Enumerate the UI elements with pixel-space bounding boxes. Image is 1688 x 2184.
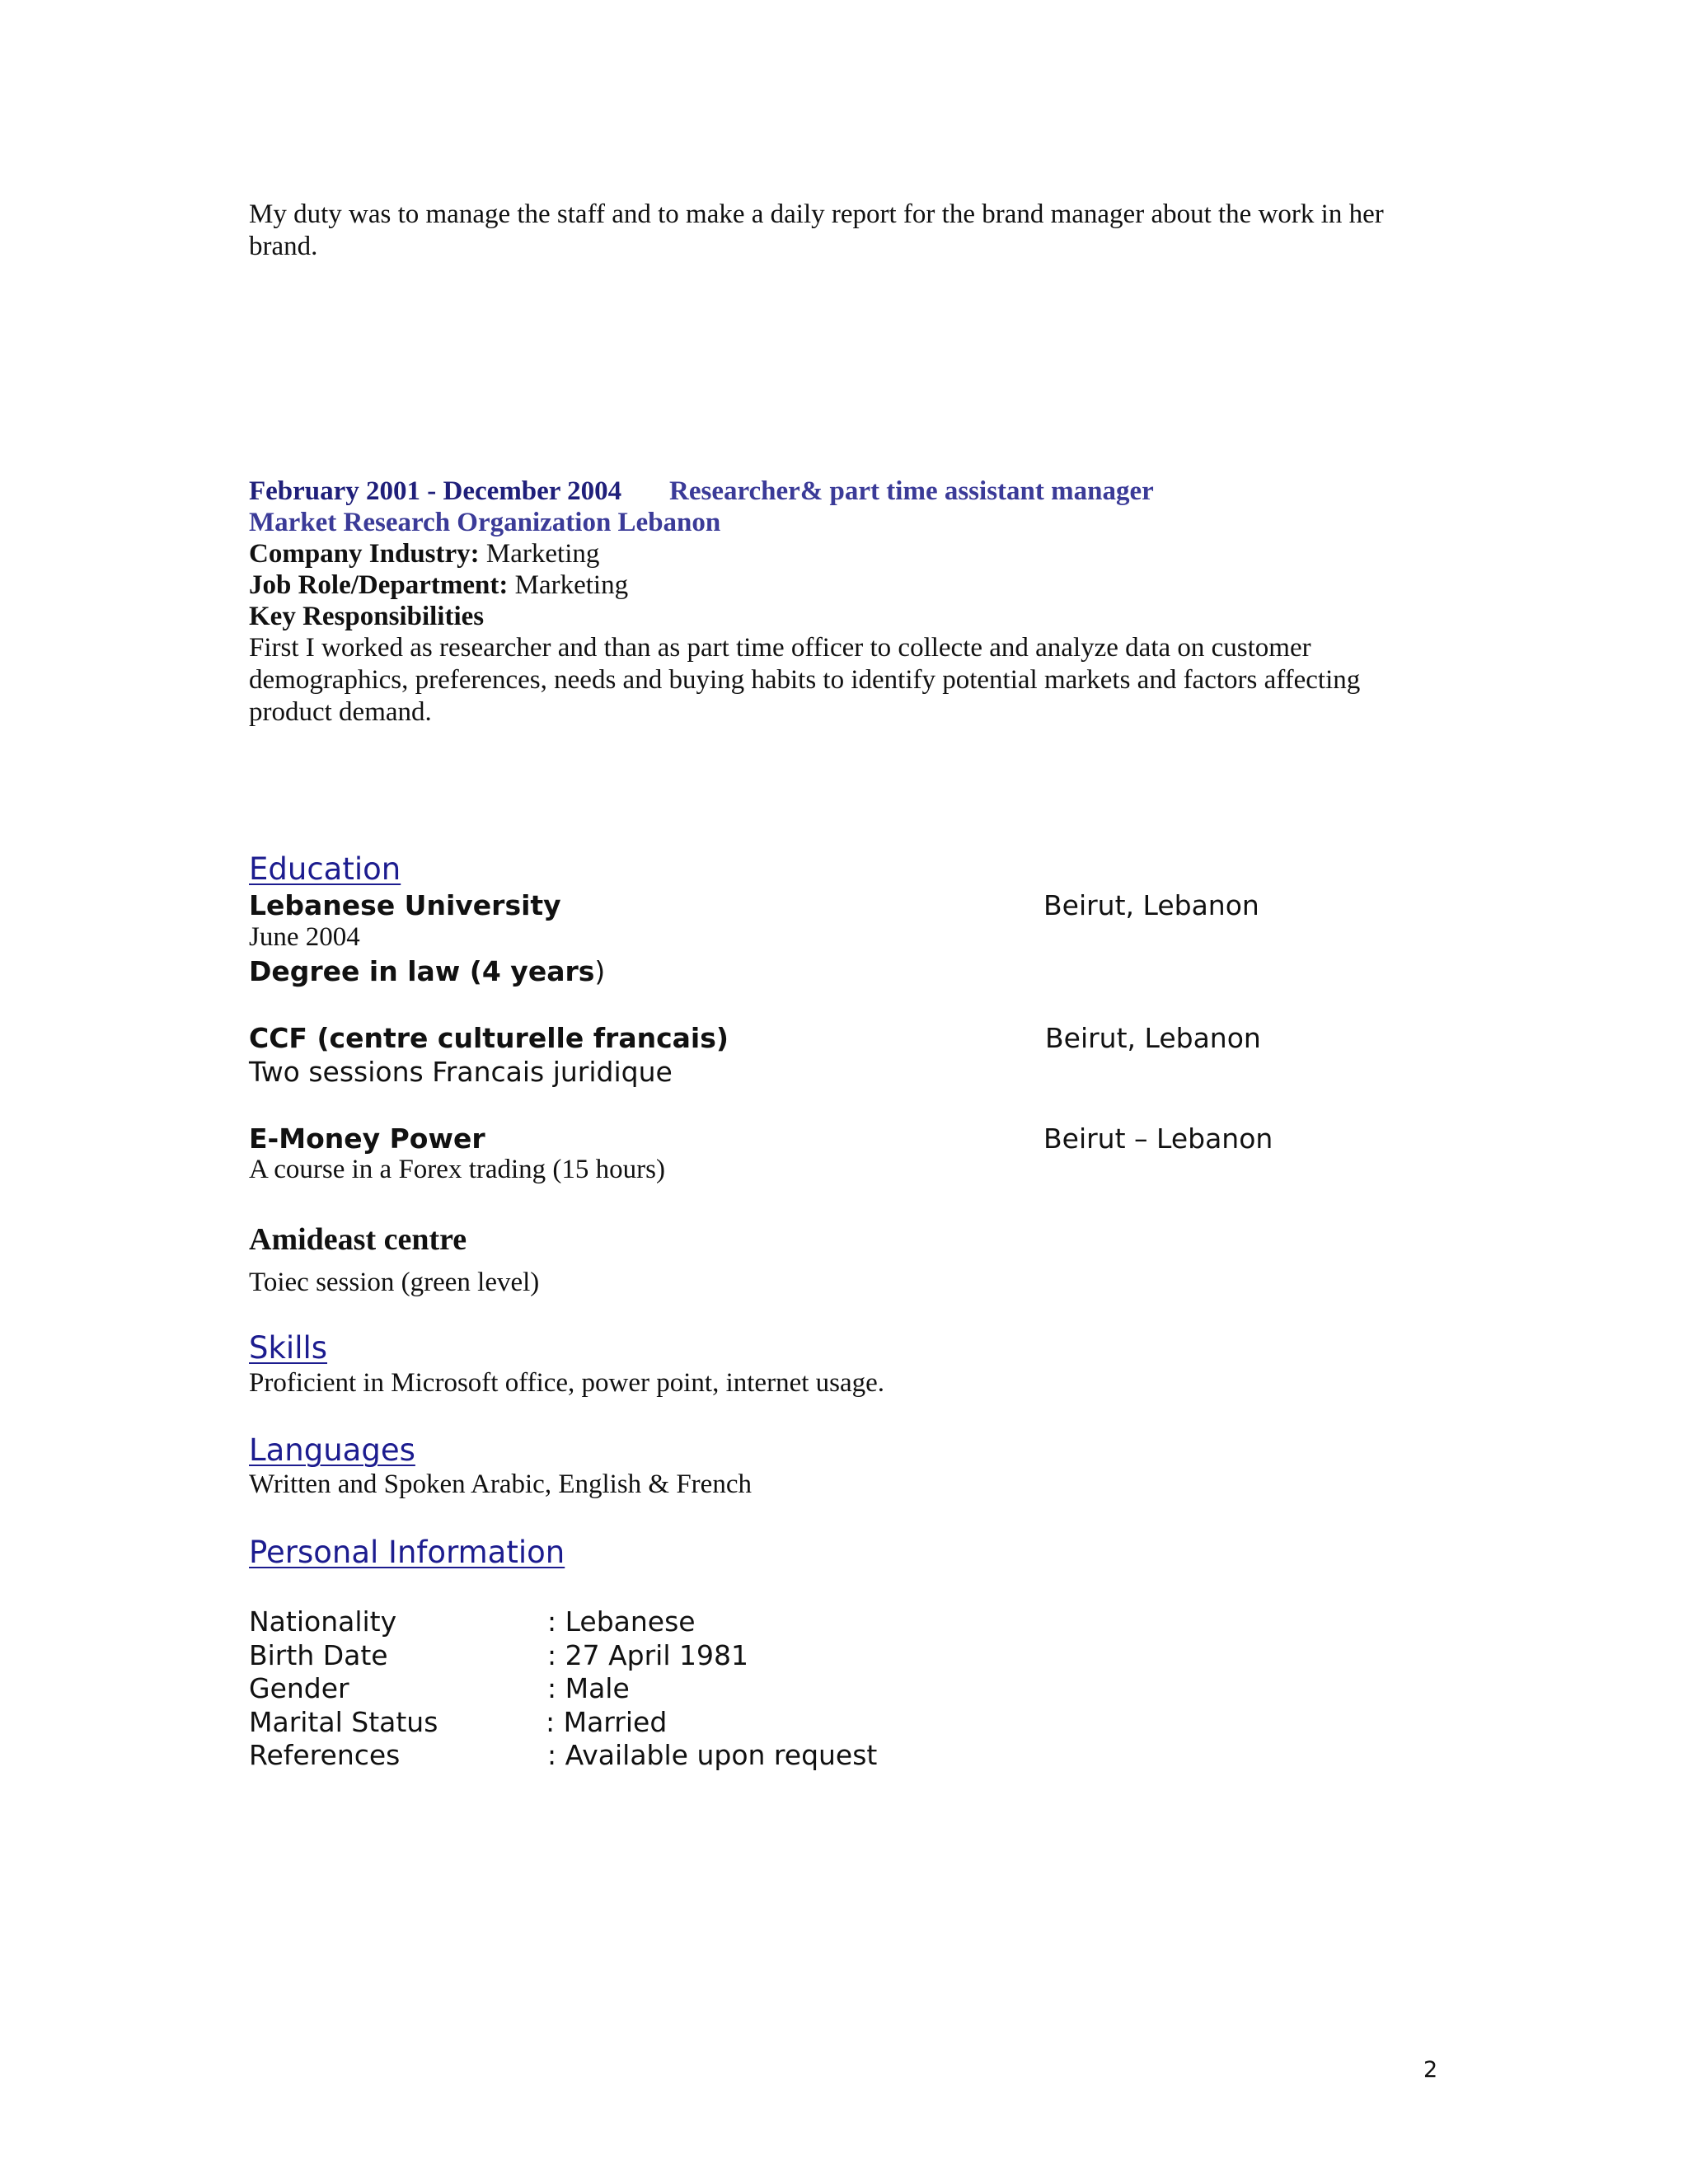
job-role-value: Marketing: [508, 570, 629, 600]
page-number: 2: [1423, 2057, 1438, 2083]
job-period: February 2001 - December 2004: [249, 476, 622, 506]
education-degree-close: ): [594, 955, 606, 987]
skills-heading: Skills: [249, 1330, 328, 1366]
personal-value-nationality: : Lebanese: [547, 1605, 696, 1638]
job-company: Market Research Organization Lebanon: [249, 508, 721, 537]
job-title: Researcher& part time assistant manager: [669, 476, 1154, 506]
job-industry-line: [249, 538, 599, 570]
intro-line-2: brand.: [249, 232, 318, 261]
personal-label-marital-status: Marital Status: [249, 1706, 438, 1738]
job-role-line: [249, 569, 628, 602]
education-degree-text: Degree in law (4 years: [249, 955, 595, 987]
education-location-3: Beirut – Lebanon: [1043, 1122, 1273, 1155]
education-school-4: Amideast centre: [249, 1222, 467, 1257]
personal-value-gender: : Male: [547, 1672, 630, 1704]
job-responsibilities-line-2: demographics, preferences, needs and buying habits to identify potential markets and factors affecting: [249, 665, 1361, 695]
personal-label-references: References: [249, 1739, 401, 1771]
job-responsibilities-line-1: First I worked as researcher and than as part time officer to collecte and analyze data on customer: [249, 633, 1311, 663]
education-degree-1: [249, 955, 605, 988]
education-location-1: Beirut, Lebanon: [1043, 889, 1259, 921]
education-school-2: CCF (centre culturelle francais): [249, 1022, 729, 1054]
languages-heading: Languages: [249, 1432, 415, 1468]
job-industry-label: Company Industry:: [249, 539, 480, 569]
job-role-label: Job Role/Department:: [249, 570, 509, 600]
personal-value-references: : Available upon request: [547, 1739, 878, 1771]
job-responsibilities-line-3: product demand.: [249, 697, 432, 727]
job-responsibilities-label: Key Responsibilities: [249, 602, 485, 631]
education-detail-3: A course in a Forex trading (15 hours): [249, 1155, 665, 1184]
job-industry-value: Marketing: [479, 539, 600, 569]
education-school-1: Lebanese University: [249, 889, 561, 921]
education-detail-2: Two sessions Francais juridique: [249, 1056, 673, 1088]
education-location-2: Beirut, Lebanon: [1045, 1022, 1261, 1054]
intro-line-1: My duty was to manage the staff and to make a daily report for the brand manager about the work in her: [249, 199, 1384, 229]
education-school-3: E-Money Power: [249, 1122, 485, 1155]
skills-text: Proficient in Microsoft office, power point, internet usage.: [249, 1368, 885, 1398]
languages-text: Written and Spoken Arabic, English & French: [249, 1469, 752, 1499]
personal-value-marital-status: : Married: [546, 1706, 668, 1738]
education-detail-4: Toiec session (green level): [249, 1268, 540, 1297]
education-date-1: June 2004: [249, 922, 360, 952]
personal-value-birth-date: : 27 April 1981: [547, 1639, 748, 1671]
personal-heading: Personal Information: [249, 1535, 565, 1570]
personal-label-gender: Gender: [249, 1672, 349, 1704]
personal-label-nationality: Nationality: [249, 1605, 397, 1638]
education-heading: Education: [249, 851, 401, 887]
personal-label-birth-date: Birth Date: [249, 1639, 388, 1671]
